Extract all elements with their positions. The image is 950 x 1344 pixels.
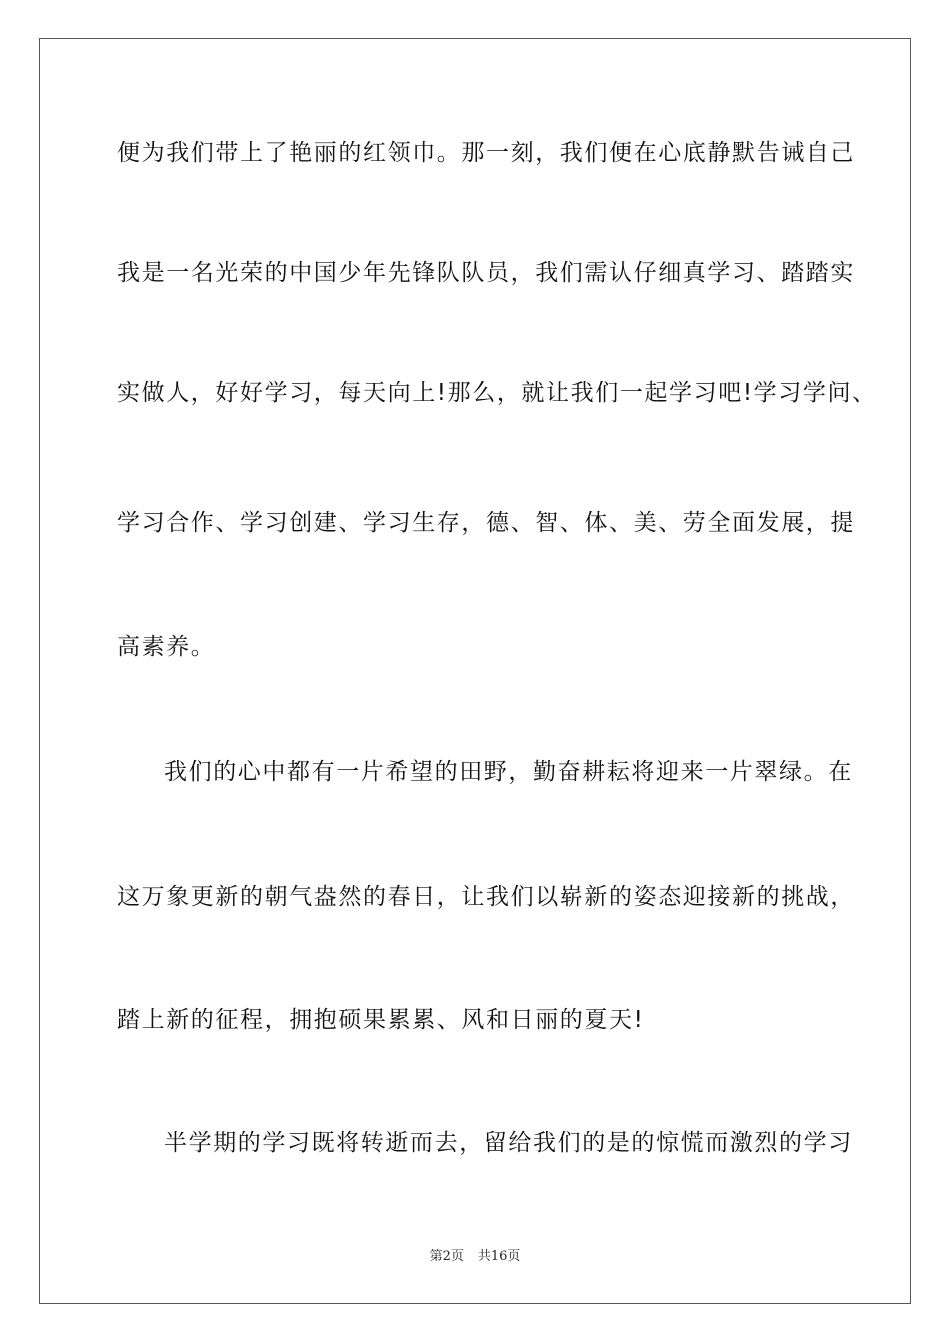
page-number: 第2页 (429, 1249, 464, 1264)
text-line: 实做人，好好学习，每天向上!那么，就让我们一起学习吧!学习学问、 (117, 380, 877, 406)
text-line: 便为我们带上了艳丽的红领巾。那一刻，我们便在心底静默告诫自己 (117, 140, 855, 166)
paragraph-start-line: 半学期的学习既将转逝而去，留给我们的是的惊慌而激烈的学习 (164, 1130, 853, 1156)
page-frame (39, 38, 911, 1304)
text-line: 高素养。 (117, 634, 216, 660)
text-line: 学习合作、学习创建、学习生存，德、智、体、美、劳全面发展，提 (117, 510, 855, 536)
paragraph-start-line: 我们的心中都有一片希望的田野，勤奋耕耘将迎来一片翠绿。在 (164, 759, 853, 785)
page-footer (0, 1248, 950, 1266)
text-line: 我是一名光荣的中国少年先锋队队员，我们需认仔细真学习、踏踏实 (117, 260, 855, 286)
text-line: 踏上新的征程，拥抱硕果累累、风和日丽的夏天! (117, 1007, 645, 1033)
total-pages: 共16页 (477, 1249, 521, 1264)
text-line: 这万象更新的朝气盎然的春日，让我们以崭新的姿态迎接新的挑战， (117, 884, 855, 910)
